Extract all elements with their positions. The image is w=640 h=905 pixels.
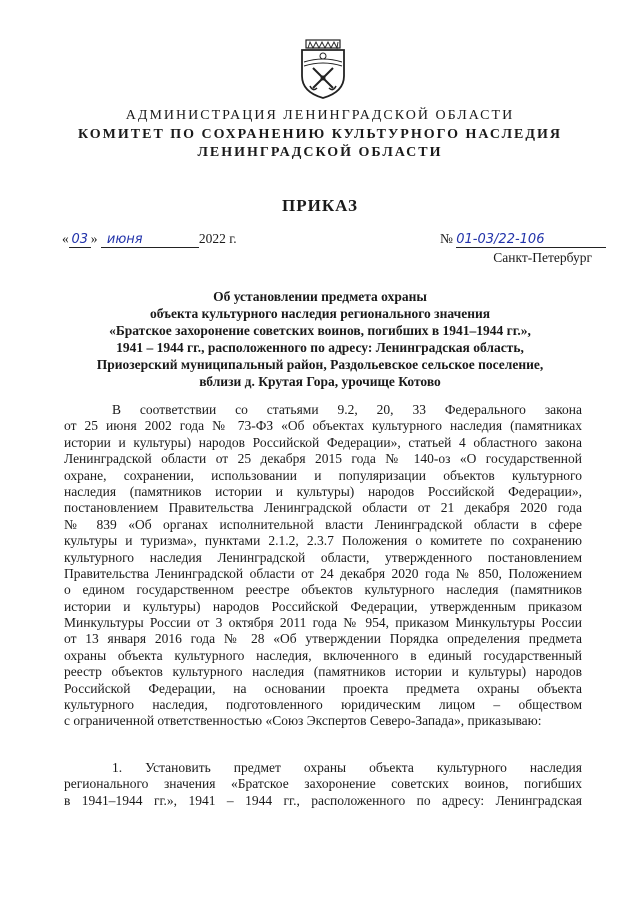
text-line: В соответствии со статьями 9.2, 20, 33 Федерального закона	[112, 402, 582, 417]
order-item-1	[64, 760, 582, 809]
date-year: 2022 г.	[198, 231, 237, 246]
date-open-quote: «	[62, 231, 69, 246]
text-line: Правительства Ленинградской области от 24 декабря 2020 года № 850, Положением	[64, 565, 582, 581]
header-region: ЛЕНИНГРАДСКОЙ ОБЛАСТИ	[197, 145, 443, 160]
subject-line: 1941 – 1944 гг., расположенного по адресу: Ленинградская область,	[116, 340, 524, 355]
date-month: июня	[101, 232, 199, 248]
document-type-title: ПРИКАЗ	[282, 196, 358, 215]
text-line: реестр объектов культурного наследия (памятников истории и культуры) народов	[64, 664, 582, 680]
text-line: постановлением Правительства Ленинградской области от 21 декабря 2020 года	[64, 500, 582, 516]
text-line: с ограниченной ответственностью «Союз Экспертов Северо-Запада», приказываю:	[64, 713, 542, 729]
subject-line: вблизи д. Крутая Гора, урочище Котово	[199, 374, 441, 389]
preamble-paragraph	[64, 402, 582, 730]
text-line: охраны объекта культурного наследия, включенного в единый государственный	[64, 647, 582, 663]
header-administration: АДМИНИСТРАЦИЯ ЛЕНИНГРАДСКОЙ ОБЛАСТИ	[125, 108, 515, 123]
text-line: № 839 «Об органах исполнительной власти Ленинградской области в сфере	[64, 516, 582, 532]
text-line: о едином государственном реестре объектов культурного наследия (памятников	[64, 582, 582, 598]
text-line: Минкультуры России от 3 октября 2011 года № 954, приказом Минкультуры России	[64, 615, 582, 631]
leningrad-oblast-coat-of-arms-icon	[298, 38, 348, 100]
subject-line: Приозерский муниципальный район, Раздольевское сельское поселение,	[96, 357, 544, 372]
header-committee: КОМИТЕТ ПО СОХРАНЕНИЮ КУЛЬТУРНОГО НАСЛЕДИЯ	[77, 127, 563, 142]
text-line: истории и культуры) народов Российской Федерации, утвержденным приказом	[64, 598, 582, 614]
text-line: в 1941–1944 гг.», 1941 – 1944 гг., расположенного по адресу: Ленинградская	[64, 792, 582, 808]
text-line: культуры и туризма», пунктами 2.1.2, 2.3.7 Положения о комитете по сохранению	[64, 533, 582, 549]
subject-line: «Братское захоронение советских воинов, погибших в 1941–1944 гг.»,	[109, 323, 531, 338]
number-value: 01-03/22-106	[456, 232, 606, 248]
order-date	[62, 231, 237, 248]
number-prefix: №	[440, 231, 453, 246]
text-line: 1. Установить предмет охраны объекта культурного наследия	[112, 760, 582, 775]
text-line: наследия (памятников истории и культуры) народов Российской Федерации»,	[64, 483, 582, 499]
text-line: регионального значения «Братское захоронение советских воинов, погибших	[64, 776, 582, 792]
text-line: культурного наследия, подготовленного юридическим лицом – обществом	[64, 697, 582, 713]
text-line: истории и культуры) народов Российской Федерации», статьей 4 областного закона	[64, 434, 582, 450]
subject-line: объекта культурного наследия регионального значения	[149, 306, 491, 321]
subject-line: Об установлении предмета охраны	[213, 289, 427, 304]
text-line: Ленинградской области от 25 декабря 2015 года № 140-оз «О государственной	[64, 451, 582, 467]
text-line: Российской Федерации, на основании проекта предмета охраны объекта	[64, 680, 582, 696]
city: Санкт-Петербург	[493, 250, 592, 265]
text-line: от 13 января 2016 года № 28 «Об утверждении Порядка определения предмета	[64, 631, 582, 647]
order-number	[440, 231, 606, 248]
date-close-quote: »	[90, 231, 98, 246]
date-day: 03	[69, 232, 91, 248]
text-line: охране, сохранении, использовании и популяризации объектов культурного	[64, 467, 582, 483]
text-line: культурного наследия Ленинградской области, утвержденного постановлением	[64, 549, 582, 565]
order-subject	[60, 288, 580, 390]
text-line: от 25 июня 2002 года № 73-ФЗ «Об объектах культурного наследия (памятниках	[64, 418, 582, 434]
